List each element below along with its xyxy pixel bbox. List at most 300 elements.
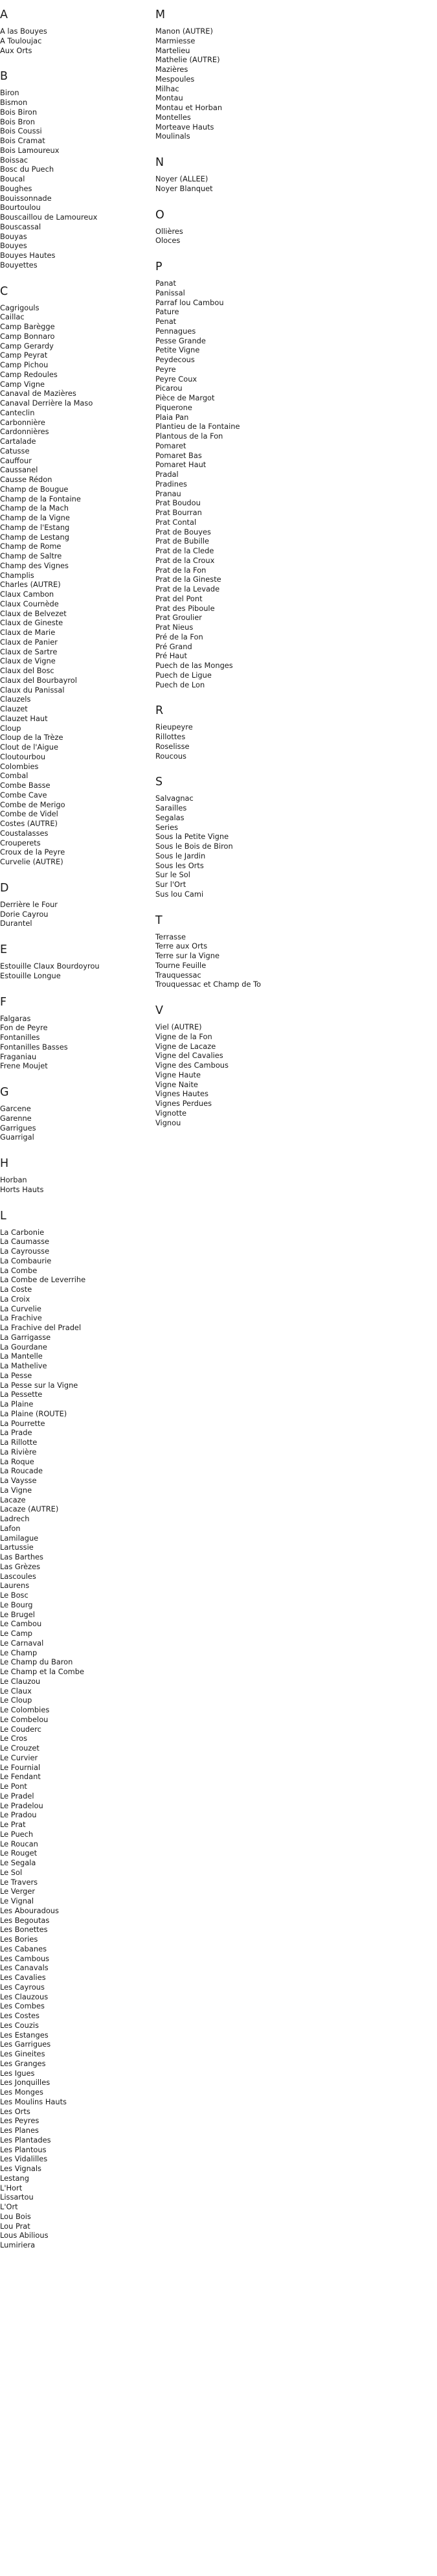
place-name-entry: Les Canavals	[0, 1963, 49, 1973]
place-name-entry: La Mantelle	[0, 1351, 43, 1361]
place-name-entry: La Pessette	[0, 1390, 43, 1399]
place-name-entry: Le Champ et la Combe	[0, 1667, 84, 1676]
place-name-entry: Panissal	[155, 288, 185, 297]
place-name-entry: Sur l'Ort	[155, 880, 186, 889]
place-name-entry: Cloup	[0, 723, 21, 733]
letter-section-o	[155, 208, 311, 246]
place-name-entry: Pature	[155, 307, 179, 317]
place-name-entry: Morteave Hauts	[155, 122, 214, 132]
place-name-entry: La Gourdane	[0, 1342, 47, 1351]
place-name-entry: Mazières	[155, 65, 188, 74]
place-name-entry: Sus lou Cami	[155, 889, 204, 899]
place-name-entry: Le Travers	[0, 1877, 38, 1887]
place-name-entry: Clout de l'Aigue	[0, 742, 58, 752]
place-name-entry: Les Clauzous	[0, 1992, 49, 2001]
place-name-entry: Coustalasses	[0, 828, 49, 838]
place-name-entry: Croux de la Peyre	[0, 847, 65, 857]
place-name-entry: Cardonnières	[0, 427, 49, 437]
place-name-entry: Les Begoutas	[0, 1915, 50, 1925]
place-name-entry: Montau et Horban	[155, 103, 223, 112]
place-name-entry: Martelieu	[155, 45, 190, 55]
section-letter-heading: E	[0, 943, 8, 956]
place-name-entry: Combe de Videl	[0, 809, 58, 819]
place-name-entry: Las Barthes	[0, 1552, 43, 1561]
place-name-entry: La Combaurie	[0, 1256, 52, 1265]
place-name-entry: Pomaret	[155, 441, 186, 450]
place-name-entry: Boughes	[0, 183, 32, 193]
place-name-entry: Pomaret Bas	[155, 450, 202, 460]
place-name-entry: Bosc du Puech	[0, 165, 54, 174]
place-name-entry: Garenne	[0, 1113, 32, 1123]
place-name-entry: Prat Boudou	[155, 498, 201, 508]
place-name-entry: Le Rouget	[0, 1848, 38, 1858]
place-name-entry: La Combe de Leverrihe	[0, 1275, 86, 1285]
place-name-entry: Lafon	[0, 1523, 21, 1533]
place-name-entry: La Pourrette	[0, 1418, 45, 1428]
place-name-entry: Les Estanges	[0, 2030, 49, 2040]
place-name-entry: Montau	[155, 93, 183, 103]
place-name-entry: Prat de Bouyes	[155, 527, 211, 536]
place-name-entry: La Caumasse	[0, 1237, 50, 1247]
place-name-entry: La Coste	[0, 1285, 32, 1294]
place-name-entry: Le Combelou	[0, 1714, 49, 1724]
place-name-entry: Bouyes Hautes	[0, 251, 56, 260]
place-name-entry: Bouscaillou de Lamoureux	[0, 213, 98, 222]
place-name-entry: Las Grèzes	[0, 1561, 41, 1571]
place-name-entry: La Combe	[0, 1265, 38, 1275]
place-name-entry: Lissartou	[0, 2192, 34, 2202]
place-name-entry: Durantel	[0, 919, 32, 928]
place-name-entry: Vigne Naite	[155, 1079, 198, 1089]
place-name-entry: Bois Bron	[0, 117, 35, 126]
letter-section-n	[155, 155, 311, 194]
place-name-entry: Bouyettes	[0, 260, 38, 270]
section-letter-heading: G	[0, 1086, 9, 1099]
place-name-entry: Charles (AUTRE)	[0, 580, 61, 590]
place-name-entry: La Mathelive	[0, 1361, 47, 1370]
place-name-entry: La Carbonie	[0, 1227, 45, 1237]
place-name-entry: Fontanilles Basses	[0, 1042, 68, 1052]
place-name-entry: Pièce de Margot	[155, 393, 215, 402]
place-name-entry: Lous Abilious	[0, 2231, 49, 2240]
place-name-entry: Peyre Coux	[155, 374, 197, 384]
place-name-entry: Curvelie (AUTRE)	[0, 857, 63, 866]
place-name-entry: Plaia Pan	[155, 412, 189, 422]
place-name-entry: Claux del Bosc	[0, 666, 54, 675]
place-name-entry: Prat de la Levade	[155, 584, 220, 593]
place-name-entry: La Frachive	[0, 1313, 42, 1323]
section-letter-heading: F	[0, 995, 7, 1009]
place-name-entry: La Prade	[0, 1428, 32, 1438]
place-name-entry: Les Orts	[0, 2106, 30, 2116]
letter-section-g	[0, 1085, 149, 1142]
place-name-entry: Les Granges	[0, 2058, 46, 2068]
place-name-entry: Costes (AUTRE)	[0, 819, 58, 828]
place-name-entry: Lacaze (AUTRE)	[0, 1504, 59, 1514]
letter-section-b	[0, 69, 149, 270]
place-name-entry: Sous la Petite Vigne	[155, 832, 229, 842]
place-name-entry: Clauzet Haut	[0, 713, 48, 723]
place-name-entry: La Vaysse	[0, 1476, 37, 1485]
place-name-entry: La Plaine	[0, 1399, 34, 1409]
place-name-entry: Sarailles	[155, 803, 187, 812]
place-name-entry: Terre sur la Vigne	[155, 951, 219, 960]
place-name-entry: Les Couzis	[0, 2020, 39, 2030]
place-name-entry: Le Crouzet	[0, 1743, 39, 1753]
place-name-entry: Colombies	[0, 761, 39, 771]
place-name-entry: Derrière le Four	[0, 899, 58, 909]
place-name-entry: Les Igues	[0, 2068, 35, 2078]
place-name-entry: Le Roucan	[0, 1839, 38, 1848]
letter-section-s	[155, 775, 311, 899]
place-name-entry: Biron	[0, 88, 19, 98]
place-name-entry: Panat	[155, 279, 177, 288]
place-name-entry: Le Fournial	[0, 1762, 41, 1772]
place-name-entry: La Pesse sur la Vigne	[0, 1380, 78, 1390]
place-name-entry: Canaval Derrière la Maso	[0, 398, 93, 408]
place-name-entry: Les Cabanes	[0, 1944, 47, 1953]
place-name-entry: Puech de Ligue	[155, 670, 212, 680]
section-letter-heading: A	[0, 8, 8, 21]
place-name-entry: Camp Pichou	[0, 360, 49, 369]
letter-section-e	[0, 943, 149, 981]
place-name-entry: Estouille Claux Bourdoyrou	[0, 961, 100, 971]
index-column-right	[155, 8, 311, 1142]
letter-section-h	[0, 1156, 149, 1195]
place-name-entry: Le Bourg	[0, 1600, 33, 1609]
place-name-entry: Le Vignal	[0, 1896, 34, 1905]
place-name-entry: Lacaze	[0, 1495, 26, 1504]
place-name-entry: Le Cloup	[0, 1696, 32, 1705]
place-name-entry: Crouperets	[0, 838, 41, 847]
place-name-entry: Pennagues	[155, 326, 196, 336]
place-name-entry: Plantieu de la Fontaine	[155, 422, 240, 431]
place-name-entry: Caussanel	[0, 465, 38, 475]
place-name-entry: Le Cambou	[0, 1619, 42, 1629]
place-name-entry: Combe Basse	[0, 781, 50, 790]
place-name-entry: Mathelie (AUTRE)	[155, 55, 220, 65]
place-name-entry: Clauzet	[0, 704, 28, 713]
place-name-entry: Bois Cramat	[0, 136, 45, 145]
place-name-entry: Horban	[0, 1175, 27, 1184]
place-name-entry: Trouquessac et Champ de To	[155, 980, 262, 989]
place-name-entry: Bois Biron	[0, 107, 38, 117]
place-name-entry: Roucous	[155, 751, 186, 761]
place-name-entry: Claux de Gineste	[0, 618, 63, 628]
place-name-entry: Series	[155, 822, 179, 832]
place-name-entry: Falgaras	[0, 1013, 31, 1023]
letter-section-v	[155, 1004, 311, 1127]
place-name-entry: Pomaret Haut	[155, 460, 207, 470]
place-name-entry: Vigne de la Fon	[155, 1031, 212, 1041]
place-name-entry: Champ de Bougue	[0, 484, 69, 494]
section-letter-heading: D	[0, 881, 9, 895]
place-name-entry: Boissac	[0, 155, 28, 165]
place-name-entry: Canaval de Mazières	[0, 389, 76, 398]
place-name-entry: Claux du Panissal	[0, 685, 65, 695]
place-name-entry: Picarou	[155, 384, 183, 393]
place-name-entry: Les Abouradous	[0, 1905, 59, 1915]
place-name-entry: Montelles	[155, 112, 191, 122]
place-name-entry: Camp Bonnaro	[0, 331, 55, 341]
place-name-entry: Les Monges	[0, 2087, 43, 2097]
place-name-entry: La Rillotte	[0, 1438, 38, 1447]
place-name-entry: Claux de Marie	[0, 628, 56, 637]
place-name-entry: Pradal	[155, 470, 179, 479]
place-name-entry: La Garrigasse	[0, 1332, 51, 1342]
place-name-entry: Clauzels	[0, 695, 31, 704]
place-name-entry: Le Verger	[0, 1887, 36, 1896]
place-name-entry: Causse Rédon	[0, 475, 52, 484]
letter-section-m	[155, 8, 311, 141]
place-name-entry: Garrigues	[0, 1123, 36, 1133]
place-name-entry: Combe Cave	[0, 790, 47, 799]
place-name-entry: Champ de Saltre	[0, 551, 62, 560]
place-name-entry: Garcene	[0, 1104, 31, 1113]
place-name-entry: Fontanilles	[0, 1033, 40, 1042]
place-name-entry: Le Cros	[0, 1734, 28, 1743]
place-name-entry: Vigne de Lacaze	[155, 1041, 216, 1051]
place-name-entry: A las Bouyes	[0, 27, 47, 36]
section-letter-heading: O	[155, 208, 164, 222]
place-name-entry: Les Planes	[0, 2126, 39, 2135]
place-name-entry: Guarrigal	[0, 1133, 34, 1142]
place-name-entry: Lascoules	[0, 1571, 36, 1581]
place-name-entry: Trauquessac	[155, 970, 201, 980]
place-name-entry: Les Vidalilles	[0, 2154, 48, 2164]
place-name-entry: Prat Contal	[155, 517, 197, 527]
place-name-entry: Claux Cournède	[0, 599, 59, 608]
place-name-entry: Terre aux Orts	[155, 941, 208, 951]
section-letter-heading: B	[0, 70, 8, 84]
place-name-entry: Roselisse	[155, 741, 190, 751]
place-name-entry: Peydecous	[155, 355, 195, 364]
place-name-entry: Caillac	[0, 312, 25, 322]
place-name-entry: Oloces	[155, 236, 181, 246]
place-name-entry: Carbonnière	[0, 417, 45, 427]
place-name-entry: Les Peyres	[0, 2116, 39, 2126]
place-name-entry: Prat Bourran	[155, 508, 202, 517]
place-name-entry: Canteclin	[0, 408, 35, 417]
place-name-entry: Bouyes	[0, 241, 27, 251]
place-name-entry: Le Segala	[0, 1858, 36, 1867]
place-name-entry: Claux de Sartre	[0, 647, 58, 656]
section-letter-heading: P	[155, 260, 162, 273]
place-name-entry: Pesse Grande	[155, 336, 206, 345]
place-name-entry: Bouyas	[0, 231, 27, 241]
place-name-entry: Pré Haut	[155, 651, 187, 661]
index-column-left	[0, 8, 149, 2264]
place-name-entry: Prat des Piboule	[155, 603, 215, 613]
place-name-entry: Claux de Belvezet	[0, 608, 67, 618]
place-name-entry: Boucal	[0, 174, 25, 183]
place-name-entry: Puech de las Monges	[155, 661, 233, 670]
place-name-entry: L'Ort	[0, 2202, 18, 2211]
place-name-entry: Prat del Pont	[155, 593, 203, 603]
place-name-entry: Prat de la Fon	[155, 565, 207, 575]
place-name-entry: Le Clauzou	[0, 1676, 41, 1686]
place-name-entry: Bourtoulou	[0, 203, 41, 213]
place-name-entry: Bois Coussi	[0, 126, 42, 136]
place-name-entry: Pradines	[155, 479, 187, 489]
place-name-entry: Bouissonnade	[0, 193, 52, 203]
section-letter-heading: R	[155, 704, 164, 718]
place-name-entry: Le Pradel	[0, 1791, 34, 1800]
place-name-entry: Camp Vigne	[0, 379, 45, 389]
place-name-entry: Prat de la Croux	[155, 555, 215, 565]
place-name-entry: La Croix	[0, 1294, 30, 1304]
place-name-entry: Le Pradou	[0, 1810, 37, 1820]
place-name-entry: Milhac	[155, 84, 179, 93]
place-name-entry: Le Curvier	[0, 1753, 38, 1762]
place-name-entry: Camp Barègge	[0, 322, 55, 331]
place-name-entry: Horts Hauts	[0, 1184, 44, 1194]
section-letter-heading: C	[0, 284, 8, 298]
letter-section-f	[0, 995, 149, 1072]
place-name-entry: Champlis	[0, 570, 34, 580]
place-name-entry: Les Cavalies	[0, 1973, 46, 1982]
place-name-entry: Les Cayrous	[0, 1982, 45, 1992]
place-name-entry: Terrasse	[155, 932, 186, 941]
place-name-entry: La Pesse	[0, 1370, 32, 1380]
place-name-entry: Prat de la Gineste	[155, 575, 221, 584]
place-name-entry: Cloutourbou	[0, 752, 46, 761]
place-name-entry: Les Combes	[0, 2001, 45, 2011]
letter-section-t	[155, 914, 311, 990]
place-name-entry: La Roucade	[0, 1466, 43, 1476]
place-name-entry: Viel (AUTRE)	[155, 1022, 202, 1031]
letter-section-a	[0, 8, 149, 55]
place-name-entry: Claux Cambon	[0, 590, 54, 599]
place-name-entry: Le Carnaval	[0, 1638, 44, 1648]
place-name-entry: Petite Vigne	[155, 345, 200, 355]
place-name-entry: Noyer (ALLEE)	[155, 174, 208, 183]
place-name-entry: Lartussie	[0, 1543, 34, 1552]
place-name-entry: Dorie Cayrou	[0, 909, 49, 919]
place-name-entry: Penat	[155, 317, 177, 326]
place-name-entry: La Cayrousse	[0, 1247, 50, 1256]
section-letter-heading: L	[0, 1209, 6, 1223]
place-name-entry: Lestang	[0, 2173, 29, 2183]
place-name-entry: Sur le Sol	[155, 870, 190, 880]
place-name-entry: Bois Lamoureux	[0, 145, 60, 155]
place-name-entry: Marmiesse	[155, 36, 196, 45]
place-name-entry: Segalas	[155, 812, 185, 822]
place-name-entry: Cartalade	[0, 437, 36, 446]
letter-section-c	[0, 284, 149, 867]
place-name-entry: La Plaine (ROUTE)	[0, 1409, 67, 1418]
place-name-entry: Cagrigouls	[0, 303, 39, 312]
place-name-entry: Les Garrigues	[0, 2040, 51, 2049]
place-name-entry: Les Cambous	[0, 1953, 50, 1963]
place-name-entry: Fon de Peyre	[0, 1023, 48, 1033]
place-name-entry: Prat Nieus	[155, 623, 194, 632]
place-name-entry: Frene Moujet	[0, 1061, 48, 1071]
place-name-entry: Ollières	[155, 226, 183, 236]
place-name-entry: Lou Prat	[0, 2221, 30, 2231]
place-name-entry: Aux Orts	[0, 45, 32, 55]
place-name-entry: Prat de Bubille	[155, 536, 210, 546]
place-name-entry: Le Champ du Baron	[0, 1657, 73, 1667]
place-name-entry: Combe de Merigo	[0, 799, 65, 809]
place-name-entry: Le Sol	[0, 1867, 23, 1877]
place-name-entry: Estouille Longue	[0, 971, 61, 980]
place-name-entry: Vignotte	[155, 1108, 187, 1118]
place-name-entry: Le Claux	[0, 1686, 32, 1696]
place-name-entry: Prat Groulier	[155, 613, 202, 623]
place-name-entry: Les Vignals	[0, 2164, 41, 2173]
place-name-entry: Rillottes	[155, 732, 186, 741]
place-name-entry: La Curvelie	[0, 1304, 41, 1313]
place-name-entry: La Vigne	[0, 1485, 32, 1495]
place-name-entry: A Touloujac	[0, 36, 42, 45]
place-name-entry: L'Hort	[0, 2183, 23, 2192]
place-name-entry: Combal	[0, 771, 28, 781]
place-name-entry: Champ de la Mach	[0, 503, 69, 513]
section-letter-heading: S	[155, 776, 163, 789]
place-name-entry: Les Moulins Hauts	[0, 2097, 67, 2106]
place-name-entry: Manon (AUTRE)	[155, 27, 213, 36]
place-name-entry: Salvagnac	[155, 794, 194, 803]
place-name-entry: Champ de Lestang	[0, 532, 69, 542]
place-name-entry: Les Bonettes	[0, 1925, 48, 1935]
place-name-entry: Rieupeyre	[155, 722, 193, 732]
place-name-entry: Cloup de la Trèze	[0, 733, 63, 742]
place-name-entry: Vignou	[155, 1118, 181, 1127]
place-name-entry: Peyre	[155, 364, 176, 374]
place-name-entry: Plantous de la Fon	[155, 431, 223, 441]
place-name-entry: Cauffour	[0, 455, 32, 465]
place-name-entry: Noyer Blanquet	[155, 183, 213, 193]
place-name-entry: Les Jonquilles	[0, 2078, 50, 2087]
place-name-entry: Camp Peyrat	[0, 351, 48, 360]
place-name-entry: Catusse	[0, 446, 30, 455]
place-name-entry: La Roque	[0, 1456, 34, 1466]
place-name-entry: Claux de Vigne	[0, 656, 56, 666]
place-name-entry: Champ de Rome	[0, 542, 62, 551]
place-name-entry: Les Costes	[0, 2011, 39, 2020]
place-name-entry: Puech de Lon	[155, 680, 205, 689]
place-name-entry: Bismon	[0, 98, 28, 107]
place-name-entry: Les Gineites	[0, 2049, 45, 2058]
place-name-entry: Vigne del Cavalies	[155, 1051, 223, 1061]
place-name-entry: Champ de la Vigne	[0, 513, 70, 522]
section-letter-heading: T	[155, 914, 162, 927]
place-name-entry: Sous le Bois de Biron	[155, 842, 233, 851]
section-letter-heading: H	[0, 1157, 9, 1170]
place-name-entry: Champ de la Fontaine	[0, 494, 81, 503]
letter-section-d	[0, 881, 149, 928]
place-name-entry: Le Prat	[0, 1820, 26, 1829]
place-name-entry: Mespoules	[155, 74, 195, 84]
letter-section-r	[155, 704, 311, 761]
place-name-entry: Le Fendant	[0, 1772, 41, 1782]
place-name-entry: Le Colombies	[0, 1705, 50, 1714]
letter-section-p	[155, 260, 311, 689]
place-name-entry: Sous le Jardin	[155, 851, 206, 860]
place-name-entry: Ladrech	[0, 1514, 30, 1523]
place-name-entry: Camp Gerardy	[0, 341, 54, 351]
place-name-entry: Fraganiau	[0, 1052, 37, 1061]
section-letter-heading: V	[155, 1004, 163, 1017]
place-name-entry: La Rivière	[0, 1447, 37, 1456]
place-name-entry: Le Pradelou	[0, 1800, 43, 1810]
place-name-entry: Claux de Panier	[0, 637, 58, 647]
place-name-entry: Les Plantous	[0, 2145, 47, 2154]
place-name-entry: Le Bosc	[0, 1591, 28, 1600]
place-name-entry: Champ des Vignes	[0, 560, 69, 570]
place-name-entry: Sous les Orts	[155, 860, 204, 870]
